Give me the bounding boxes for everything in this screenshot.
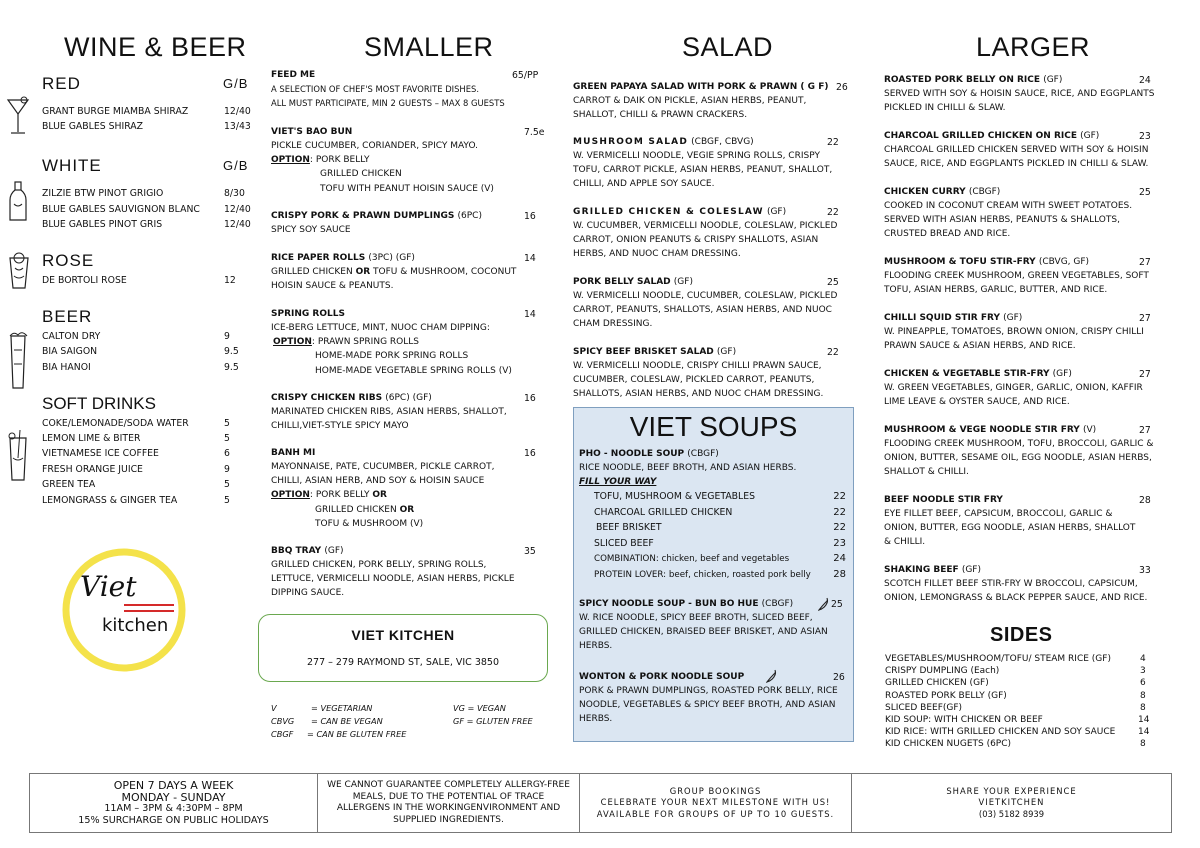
item-price: 22 xyxy=(827,207,839,218)
menu-item-pork-belly-salad xyxy=(573,276,853,332)
or-word: OR xyxy=(372,490,387,501)
item-name: CHARCOAL GRILLED CHICKEN ON RICE xyxy=(884,131,1077,141)
item-desc: SHALLOT, CHILLI & PRAWN CRACKERS. xyxy=(573,110,748,121)
item-tag: (GF) xyxy=(1052,369,1072,379)
side-item: CRISPY DUMPLING (Each) xyxy=(885,666,1000,677)
footer-line: SHARE YOUR EXPERIENCE xyxy=(946,785,1077,796)
option-text: TOFU WITH PEANUT HOISIN SAUCE (V) xyxy=(320,183,494,194)
option-text: BEEF BRISKET xyxy=(596,522,662,533)
item-desc: HERBS, AND NUOC CHAM DRESSING. xyxy=(573,249,741,260)
item-desc: NOODLE, VEGETABLES & SPICY BEEF BROTH, AND ASIAN xyxy=(579,700,836,711)
wine-price: 12 xyxy=(224,275,236,286)
footer xyxy=(29,773,1172,833)
item-tag: (CBVG, GF) xyxy=(1038,257,1090,267)
item-desc: PRAWN SAUCE & ASIAN HERBS, AND RICE. xyxy=(884,341,1076,352)
item-desc: TOFU, CARROT PICKLE, ASIAN HERBS, PEANUT, SHALLOT, xyxy=(573,165,833,176)
option-price: 24 xyxy=(833,553,846,564)
menu-item-bao-bun xyxy=(271,126,551,196)
item-price: 7.5e xyxy=(524,127,545,138)
item-price: 35 xyxy=(524,546,536,557)
item-desc: SAUCE, RICE, AND EGGPLANTS PICKLED IN CHILLI & SLAW. xyxy=(884,159,1149,170)
logo-word-viet: Viet xyxy=(80,570,137,603)
option-text: TOFU, MUSHROOM & VEGETABLES xyxy=(594,491,756,502)
item-tag: (CBGF) xyxy=(968,187,1001,197)
option-label: OPTION xyxy=(271,490,310,501)
viet-soups-box xyxy=(573,407,854,742)
footer-line: WE CANNOT GUARANTEE COMPLETELY ALLERGY-FREE xyxy=(327,780,570,790)
item-desc: RICE NOODLE, BEEF BROTH, AND ASIAN HERBS. xyxy=(579,463,797,473)
item-name: VIET'S BAO BUN xyxy=(271,127,353,137)
legend xyxy=(271,702,533,741)
item-desc: GRILLED CHICKEN, PORK BELLY, SPRING ROLLS, xyxy=(271,560,487,570)
item-desc: SPICY SOY SAUCE xyxy=(271,225,351,235)
side-item: GRILLED CHICKEN (GF) xyxy=(885,678,989,689)
wine-item: BLUE GABLES SHIRAZ xyxy=(42,121,144,132)
item-desc: W. CUCUMBER, VERMICELLI NOODLE, COLESLAW, PICKLED xyxy=(573,221,838,231)
menu-item-chicken-ribs xyxy=(271,392,551,433)
option-text: TOFU & MUSHROOM (V) xyxy=(315,518,424,529)
wine-item: ZILZIE BTW PINOT GRIGIO xyxy=(42,188,164,199)
menu-item-feed-me xyxy=(271,69,551,110)
item-tag: (GF) xyxy=(324,546,344,556)
footer-allergy xyxy=(318,774,580,832)
chilli-icon xyxy=(818,597,830,611)
item-name: BANH MI xyxy=(271,448,316,458)
item-price: 14 xyxy=(524,309,536,320)
wine-price: 13/43 xyxy=(224,121,251,132)
item-name: WONTON & PORK NOODLE SOUP xyxy=(579,672,745,682)
menu-item-mushroom-salad xyxy=(573,136,853,192)
red-gb: G/B xyxy=(223,76,249,91)
item-tag: (CBGF) xyxy=(761,599,794,609)
soft-price: 9 xyxy=(224,464,230,475)
fill-your-way: FILL YOUR WAY xyxy=(579,477,657,488)
item-name: CRISPY CHICKEN RIBS xyxy=(271,393,383,403)
item-desc: GRILLED CHICKEN, BRAISED BEEF BRISKET, AND ASIAN xyxy=(579,627,828,638)
legend-val: = VEGETARIAN xyxy=(311,703,373,713)
beer-item: BIA SAIGON xyxy=(42,346,98,357)
item-desc: SHALLOTS, ASIAN HERBS, AND NUOC CHAM DRESSING. xyxy=(573,389,824,400)
side-item: KID RICE: WITH GRILLED CHICKEN AND SOY SAUCE xyxy=(885,727,1116,738)
soft-drink-icon xyxy=(6,428,30,484)
rose-drink-icon xyxy=(6,250,32,294)
option-text: CHARCOAL GRILLED CHICKEN xyxy=(594,506,733,518)
sides-title: SIDES xyxy=(990,624,1053,646)
item-desc: ONION, BUTTER, SESAME OIL, EGG NOODLE, ASIAN HERBS, xyxy=(884,453,1152,464)
item-price: 28 xyxy=(1139,495,1151,506)
item-desc: CHARCOAL GRILLED CHICKEN SERVED WITH SOY & HOISIN xyxy=(884,145,1149,155)
side-price: 14 xyxy=(1138,727,1150,738)
item-name: SPRING ROLLS xyxy=(271,309,345,319)
option-text: SLICED BEEF xyxy=(594,537,654,549)
item-name: RICE PAPER ROLLS xyxy=(271,253,366,263)
footer-line: VIETKITCHEN xyxy=(978,797,1045,808)
item-desc: ONION, BUTTER, EGG NOODLE, ASIAN HERBS, SHALLOT xyxy=(884,523,1136,534)
item-tag: (GF) xyxy=(716,347,737,357)
item-tag: (CBGF, CBVG) xyxy=(691,137,754,147)
item-price: 26 xyxy=(833,672,845,683)
logo-word-kitchen: kitchen xyxy=(102,615,169,636)
item-desc: CHILLI,VIET-STYLE SPICY MAYO xyxy=(271,421,409,432)
soup-pho xyxy=(579,448,796,489)
option-text: GRILLED CHICKEN xyxy=(320,169,402,180)
item-desc: W. VERMICELLI NOODLE, CUCUMBER, COLESLAW, PICKLED xyxy=(573,291,838,301)
option-price: 22 xyxy=(833,491,846,502)
menu-item-larger xyxy=(884,74,1164,115)
wine-price: 8/30 xyxy=(224,188,245,199)
option-price: 28 xyxy=(833,568,846,580)
item-tag: (6PC) xyxy=(457,211,482,221)
item-price: 65/PP xyxy=(512,70,539,81)
restaurant-address: 277 – 279 RAYMOND ST, SALE, VIC 3850 xyxy=(306,657,499,668)
menu-item-papaya-salad xyxy=(573,81,853,122)
red-heading: RED xyxy=(42,74,81,93)
chilli-icon xyxy=(766,669,778,683)
legend-val: VG = VEGAN xyxy=(453,703,506,713)
item-desc: PORK & PRAWN DUMPLINGS, ROASTED PORK BELLY, RICE xyxy=(579,686,838,696)
beer-heading: BEER xyxy=(42,307,93,326)
item-desc: COOKED IN COCONUT CREAM WITH SWEET POTATOES. xyxy=(884,201,1133,211)
item-tag: (GF) xyxy=(961,565,981,575)
footer-hours xyxy=(30,774,318,832)
wine-price: 12/40 xyxy=(224,204,251,215)
item-name: BEEF NOODLE STIR FRY xyxy=(884,495,1003,505)
item-price: 25 xyxy=(827,277,839,288)
item-price: 25 xyxy=(1139,187,1151,198)
item-desc: EYE FILLET BEEF, CAPSICUM, BROCCOLI, GARLIC & xyxy=(884,509,1113,519)
white-heading: WHITE xyxy=(42,156,102,175)
item-desc: CARROT, ONION PEANUTS & CRISPY SHALLOTS, ASIAN xyxy=(573,235,819,246)
item-name: PHO - NOODLE SOUP xyxy=(579,449,685,459)
option-price: 23 xyxy=(833,537,846,549)
menu-item-larger xyxy=(884,186,1164,242)
item-desc: PICKLED IN CHILLI & SLAW. xyxy=(884,103,1006,114)
soft-item: FRESH ORANGE JUICE xyxy=(42,464,143,475)
side-price: 14 xyxy=(1138,715,1150,725)
option-text: COMBINATION: chicken, beef and vegetables xyxy=(594,554,790,564)
item-tag: (GF) xyxy=(673,277,693,287)
soft-item: VIETNAMESE ICE COFFEE xyxy=(42,448,159,459)
side-item: KID CHICKEN NUGETS (6PC) xyxy=(885,739,1012,750)
item-tag: (GF) xyxy=(766,207,787,217)
item-desc: MAYONNAISE, PATE, CUCUMBER, PICKLE CARROT, xyxy=(271,462,495,472)
menu-item-bbq-tray xyxy=(271,545,551,601)
footer-line: 11AM – 3PM & 4:30PM – 8PM xyxy=(104,803,243,814)
legend-val: GF = GLUTEN FREE xyxy=(453,716,533,726)
option-text: HOME-MADE PORK SPRING ROLLS xyxy=(315,351,469,362)
item-desc: SHALLOT & CHILLI. xyxy=(884,467,969,478)
item-name: GRILLED CHICKEN & COLESLAW xyxy=(573,207,764,217)
item-price: 16 xyxy=(524,448,536,459)
item-desc: SERVED WITH SOY & HOISIN SAUCE, RICE, AND EGGPLANTS xyxy=(884,89,1155,99)
item-desc: ALL MUST PARTICIPATE, MIN 2 GUESTS – MAX 8 GUESTS xyxy=(271,98,505,109)
wine-item: GRANT BURGE MIAMBA SHIRAZ xyxy=(42,106,189,117)
item-desc: W. VERMICELLI NOODLE, CRISPY CHILLI PRAWN SAUCE, xyxy=(573,361,822,371)
footer-line: OPEN 7 DAYS A WEEK xyxy=(113,779,234,792)
side-price: 8 xyxy=(1140,702,1146,713)
item-tag: (CBGF) xyxy=(687,449,719,459)
footer-line: GROUP BOOKINGS xyxy=(669,785,762,796)
menu-item-spring-rolls xyxy=(271,308,551,378)
restaurant-name: VIET KITCHEN xyxy=(351,627,455,643)
item-desc: MARINATED CHICKEN RIBS, ASIAN HERBS, SHALLOT, xyxy=(271,407,507,417)
item-price: 22 xyxy=(827,347,839,358)
item-name: GREEN PAPAYA SALAD WITH PORK & PRAWN ( G F) xyxy=(573,82,829,92)
soup-bun-bo-hue xyxy=(579,598,828,654)
footer-line: (03) 5182 8939 xyxy=(978,808,1045,819)
wine-price: 12/40 xyxy=(224,219,251,230)
option-text: HOME-MADE VEGETABLE SPRING ROLLS (V) xyxy=(315,365,512,376)
or-word: OR xyxy=(355,267,371,277)
smaller-title: SMALLER xyxy=(364,32,494,62)
legend-val: = CAN BE VEGAN xyxy=(311,716,383,726)
beer-item: BIA HANOI xyxy=(42,362,91,373)
viet-kitchen-logo xyxy=(62,548,186,672)
item-name: SHAKING BEEF xyxy=(884,565,959,575)
item-name: BBQ TRAY xyxy=(271,546,322,556)
item-desc: TOFU, ASIAN HERBS, GARLIC, BUTTER, AND RICE. xyxy=(884,285,1108,296)
footer-line: MONDAY - SUNDAY xyxy=(121,790,226,804)
option-text: GRILLED CHICKEN xyxy=(315,504,400,515)
larger-title: LARGER xyxy=(976,32,1091,62)
item-price: 14 xyxy=(524,253,536,264)
wine-beer-title: WINE & BEER xyxy=(64,32,247,62)
beer-item: CALTON DRY xyxy=(42,331,101,342)
beer-glass-icon xyxy=(6,330,30,392)
item-tag: (V) xyxy=(1082,425,1097,435)
soft-price: 6 xyxy=(224,448,230,459)
soft-item: GREEN TEA xyxy=(42,479,96,490)
item-desc: LETTUCE, VERMICELLI NOODLE, ASIAN HERBS, PICKLE xyxy=(271,574,515,585)
option-price: 22 xyxy=(833,506,846,518)
menu-item-larger xyxy=(884,424,1164,480)
legend-key: V xyxy=(271,703,277,713)
item-desc: HOISIN SAUCE & PEANUTS. xyxy=(271,281,394,292)
option-text: : PRAWN SPRING ROLLS xyxy=(311,337,419,348)
menu-item-banh-mi xyxy=(271,447,551,531)
soft-price: 5 xyxy=(224,495,230,506)
item-desc: A SELECTION OF CHEF'S MOST FAVORITE DISHES. xyxy=(271,84,480,94)
item-desc: CARROT & DAIK ON PICKLE, ASIAN HERBS, PEANUT, xyxy=(573,96,807,106)
item-desc: CRUSTED BREAD AND RICE. xyxy=(884,229,1011,240)
item-tag: (6PC) (GF) xyxy=(385,393,432,403)
beer-price: 9.5 xyxy=(224,362,239,373)
side-item: SLICED BEEF(GF) xyxy=(885,702,963,713)
item-desc: W. GREEN VEGETABLES, GINGER, GARLIC, ONION, KAFFIR xyxy=(884,383,1143,393)
item-desc: W. RICE NOODLE, SPICY BEEF BROTH, SLICED BEEF, xyxy=(579,613,813,623)
item-desc: CARROT, PEANUTS, SHALLOTS, ASIAN HERBS, AND NUOC xyxy=(573,305,832,316)
wine-item: BLUE GABLES SAUVIGNON BLANC xyxy=(42,204,200,215)
wine-item: BLUE GABLES PINOT GRIS xyxy=(42,219,163,230)
pho-option xyxy=(594,491,849,584)
rose-heading: ROSE xyxy=(42,251,95,270)
item-desc: GRILLED CHICKEN xyxy=(271,267,356,277)
item-desc: TOFU & MUSHROOM, COCONUT xyxy=(370,267,517,277)
menu-item-beef-brisket-salad xyxy=(573,346,853,402)
wine-bottle-icon xyxy=(6,180,30,224)
beer-price: 9.5 xyxy=(224,346,239,357)
option-text: : PORK BELLY xyxy=(309,155,370,166)
side-price: 8 xyxy=(1140,739,1146,750)
soft-drinks-heading: SOFT DRINKS xyxy=(42,394,156,413)
salad-title: SALAD xyxy=(682,32,774,62)
item-desc: & CHILLI. xyxy=(884,537,926,548)
item-tag: (GF) xyxy=(1080,131,1100,141)
item-price: 22 xyxy=(827,137,839,148)
menu-item-larger xyxy=(884,256,1164,297)
item-name: SPICY BEEF BRISKET SALAD xyxy=(573,347,714,357)
item-price: 26 xyxy=(836,82,848,93)
soft-price: 5 xyxy=(224,433,230,444)
menu-item-larger xyxy=(884,312,1164,353)
soft-price: 5 xyxy=(224,479,230,490)
footer-line: ALLERGENS IN THE WORKINGENVIRONMENT AND xyxy=(336,803,561,813)
item-desc: ONION, LEMONGRASS & BLACK PEPPER SAUCE, AND RICE. xyxy=(884,593,1148,604)
menu-item-rice-paper-rolls xyxy=(271,252,551,293)
legend-key: CBGF xyxy=(271,729,294,739)
address-card xyxy=(258,614,548,682)
item-desc: CHILLI, ASIAN HERB, AND SOY & HOISIN SAUCE xyxy=(271,476,485,487)
item-desc: W. PINEAPPLE, TOMATOES, BROWN ONION, CRISPY CHILLI xyxy=(884,327,1144,337)
option-text: : PORK BELLY xyxy=(309,490,373,501)
menu-item-larger xyxy=(884,130,1164,171)
side-item: ROASTED PORK BELLY (GF) xyxy=(885,690,1007,701)
item-price: 16 xyxy=(524,211,536,222)
item-desc: DIPPING SAUCE. xyxy=(271,588,345,599)
side-price: 6 xyxy=(1140,678,1146,689)
item-name: MUSHROOM & TOFU STIR-FRY xyxy=(884,257,1036,267)
item-desc: PICKLE CUCUMBER, CORIANDER, SPICY MAYO. xyxy=(271,141,479,151)
item-price: 27 xyxy=(1139,313,1151,324)
legend-key: CBVG xyxy=(271,716,295,726)
item-price: 27 xyxy=(1139,257,1151,268)
item-desc: W. VERMICELLI NOODLE, VEGIE SPRING ROLLS, CRISPY xyxy=(573,151,820,161)
item-desc: ICE-BERG LETTUCE, MINT, NUOC CHAM DIPPING: xyxy=(271,323,490,333)
footer-line: MEALS, DUE TO THE POTENTIAL OF TRACE xyxy=(352,791,545,802)
item-name: FEED ME xyxy=(271,70,316,80)
or-word: OR xyxy=(399,504,415,515)
side-price: 3 xyxy=(1140,666,1146,677)
footer-line: SUPPLIED INGREDIENTS. xyxy=(393,814,504,825)
item-tag: (3PC) (GF) xyxy=(368,253,415,263)
soft-item: LEMON LIME & BITER xyxy=(42,433,141,444)
item-tag: (GF) xyxy=(1003,313,1023,323)
menu-item-chicken-coleslaw xyxy=(573,206,853,262)
item-desc: FLOODING CREEK MUSHROOM, TOFU, BROCCOLI, GARLIC & xyxy=(884,439,1154,449)
item-name: SPICY NOODLE SOUP - BUN BO HUE xyxy=(579,599,759,609)
footer-group-bookings xyxy=(580,774,852,832)
item-name: CHILLI SQUID STIR FRY xyxy=(884,313,1000,323)
item-name: MUSHROOM & VEGE NOODLE STIR FRY xyxy=(884,425,1080,435)
beer-price: 9 xyxy=(224,331,230,342)
side-item: VEGETABLES/MUSHROOM/TOFU/ STEAM RICE (GF) xyxy=(885,654,1111,664)
item-price: 25 xyxy=(831,599,843,610)
item-desc: CUCUMBER, COLESLAW, PICKLED CARROT, PEANUTS, xyxy=(573,375,815,386)
option-label: OPTION xyxy=(273,337,312,348)
option-text: PROTEIN LOVER: beef, chicken, roasted pork belly xyxy=(594,569,811,580)
item-desc: FLOODING CREEK MUSHROOM, GREEN VEGETABLES, SOFT xyxy=(884,271,1149,281)
soft-item: COKE/LEMONADE/SODA WATER xyxy=(42,418,189,429)
menu-item-dumplings xyxy=(271,210,551,237)
footer-share xyxy=(852,774,1171,832)
item-price: 33 xyxy=(1139,565,1151,576)
item-desc: HERBS. xyxy=(579,641,613,652)
legend-val: = CAN BE GLUTEN FREE xyxy=(307,729,407,739)
item-price: 27 xyxy=(1139,369,1151,380)
item-name: ROASTED PORK BELLY ON RICE xyxy=(884,75,1041,85)
side-item: KID SOUP: WITH CHICKEN OR BEEF xyxy=(885,715,1043,725)
side-price: 8 xyxy=(1140,690,1146,701)
menu-item-larger xyxy=(884,564,1164,605)
item-tag: (GF) xyxy=(1043,75,1063,85)
item-desc: CHAM DRESSING. xyxy=(573,319,653,330)
item-desc: SERVED WITH ASIAN HERBS, PEANUTS & SHALLOTS, xyxy=(884,215,1120,226)
item-name: PORK BELLY SALAD xyxy=(573,277,671,287)
item-desc: CHILLI, AND APPLE SOY SAUCE. xyxy=(573,179,715,190)
soups-title: VIET SOUPS xyxy=(629,411,798,442)
cocktail-icon xyxy=(6,96,30,140)
soup-wonton xyxy=(579,671,838,727)
item-price: 27 xyxy=(1139,425,1151,436)
white-gb: G/B xyxy=(223,158,249,173)
menu-item-larger xyxy=(884,494,1164,550)
footer-line: CELEBRATE YOUR NEXT MILESTONE WITH US! xyxy=(600,797,831,808)
option-price: 22 xyxy=(833,522,846,533)
item-name: CHICKEN CURRY xyxy=(884,187,966,197)
option-label: OPTION xyxy=(271,155,310,166)
item-price: 16 xyxy=(524,393,536,404)
menu-item-larger xyxy=(884,368,1164,409)
soft-item: LEMONGRASS & GINGER TEA xyxy=(42,495,178,506)
wine-item: DE BORTOLI ROSE xyxy=(42,275,127,286)
side-price: 4 xyxy=(1140,654,1146,664)
item-price: 24 xyxy=(1139,75,1151,86)
item-name: MUSHROOM SALAD xyxy=(573,137,689,147)
footer-line: AVAILABLE FOR GROUPS OF UP TO 10 GUESTS. xyxy=(596,808,835,819)
item-desc: LIME LEAVE & OYSTER SAUCE, AND RICE. xyxy=(884,397,1070,408)
item-name: CHICKEN & VEGETABLE STIR-FRY xyxy=(884,369,1050,379)
item-name: CRISPY PORK & PRAWN DUMPLINGS xyxy=(271,211,455,221)
wine-price: 12/40 xyxy=(224,106,251,117)
footer-line: 15% SURCHARGE ON PUBLIC HOLIDAYS xyxy=(78,814,269,826)
item-desc: SCOTCH FILLET BEEF STIR-FRY W BROCCOLI, CAPSICUM, xyxy=(884,579,1138,589)
soft-price: 5 xyxy=(224,418,230,429)
item-desc: HERBS. xyxy=(579,714,613,725)
item-price: 23 xyxy=(1139,131,1151,142)
